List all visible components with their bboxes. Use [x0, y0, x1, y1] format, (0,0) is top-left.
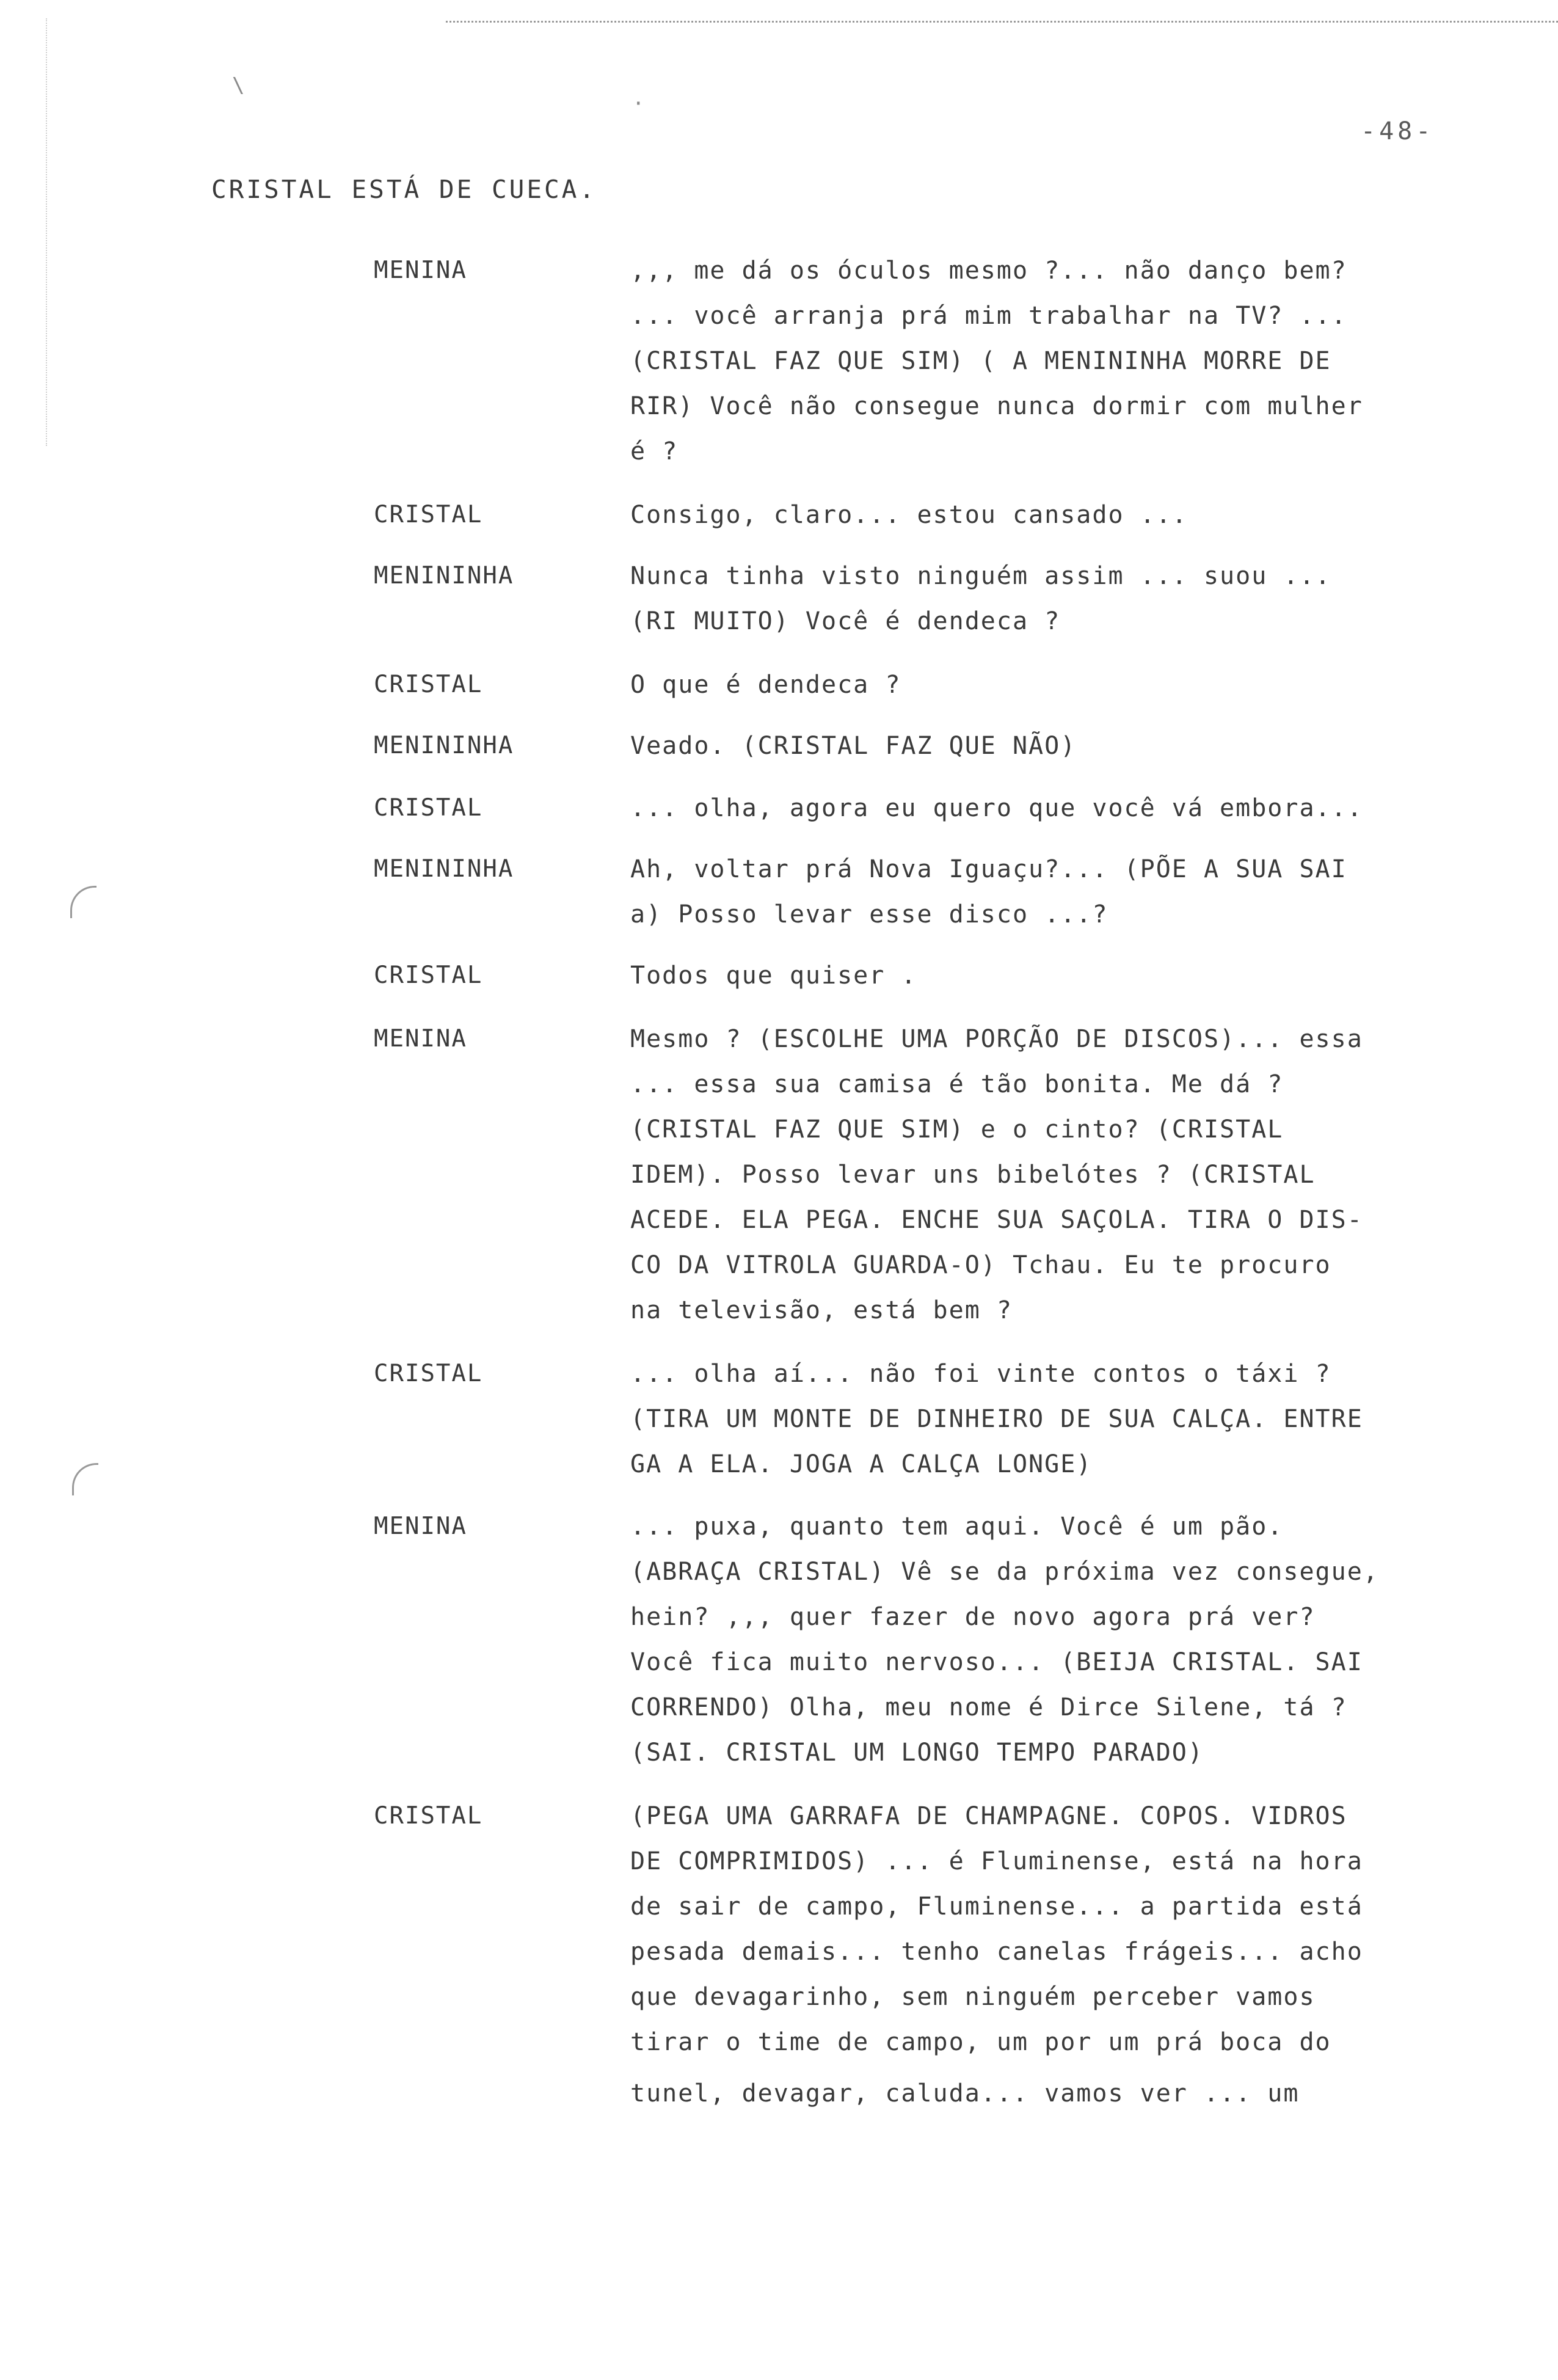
- stray-mark: \: [232, 73, 245, 98]
- dialogue-line: (CRISTAL FAZ QUE SIM) e o cinto? (CRISTAL: [630, 1115, 1284, 1144]
- dialogue-line: Consigo, claro... estou cansado ...: [630, 501, 1188, 529]
- dialogue-line: ,,, me dá os óculos mesmo ?... não danço bem?: [630, 257, 1347, 285]
- dialogue-line: tirar o time de campo, um por um prá boca do: [630, 2028, 1331, 2056]
- speaker-name: CRISTAL: [374, 671, 483, 698]
- dialogue-line: (TIRA UM MONTE DE DINHEIRO DE SUA CALÇA. ENTRE: [630, 1405, 1363, 1433]
- dialogue-line: DE COMPRIMIDOS) ... é Fluminense, está na hora: [630, 1847, 1363, 1875]
- dialogue-line: (RI MUITO) Você é dendeca ?: [630, 607, 1061, 635]
- dialogue-line: CO DA VITROLA GUARDA-O) Tchau. Eu te procuro: [630, 1251, 1331, 1279]
- speaker-name: MENINA: [374, 1513, 467, 1540]
- dialogue-line: ... olha, agora eu quero que você vá embora...: [630, 794, 1363, 822]
- stray-mark: ·: [632, 92, 645, 116]
- dialogue-line: O que é dendeca ?: [630, 671, 901, 699]
- dialogue-line: IDEM). Posso levar uns bibelótes ? (CRISTAL: [630, 1161, 1316, 1189]
- speaker-name: MENINA: [374, 257, 467, 284]
- dialogue-line: (CRISTAL FAZ QUE SIM) ( A MENININHA MORRE DE: [630, 347, 1331, 375]
- dialogue-line: que devagarinho, sem ninguém perceber vamos: [630, 1983, 1316, 2011]
- speaker-name: CRISTAL: [374, 1802, 483, 1830]
- dialogue-line: ... você arranja prá mim trabalhar na TV? ...: [630, 302, 1347, 330]
- speaker-name: MENINA: [374, 1025, 467, 1053]
- dialogue-line: Nunca tinha visto ninguém assim ... suou ...: [630, 562, 1331, 590]
- dialogue-line: Todos que quiser .: [630, 962, 917, 990]
- speaker-name: MENININHA: [374, 732, 514, 759]
- dialogue-line: ... puxa, quanto tem aqui. Você é um pão.: [630, 1513, 1284, 1541]
- speaker-name: CRISTAL: [374, 962, 483, 989]
- dialogue-line: (SAI. CRISTAL UM LONGO TEMPO PARADO): [630, 1739, 1204, 1767]
- speaker-name: MENININHA: [374, 562, 514, 590]
- speaker-name: CRISTAL: [374, 794, 483, 822]
- speaker-name: CRISTAL: [374, 1360, 483, 1387]
- margin-mark: [70, 886, 96, 918]
- dialogue-line: ACEDE. ELA PEGA. ENCHE SUA SAÇOLA. TIRA O DIS-: [630, 1206, 1363, 1234]
- dialogue-line: de sair de campo, Fluminense... a partida está: [630, 1893, 1363, 1921]
- dialogue-line: hein? ,,, quer fazer de novo agora prá ver?: [630, 1603, 1316, 1631]
- dialogue-line: Você fica muito nervoso... (BEIJA CRISTAL. SAI: [630, 1648, 1363, 1676]
- dialogue-line: na televisão, está bem ?: [630, 1296, 1013, 1324]
- dialogue-line: (PEGA UMA GARRAFA DE CHAMPAGNE. COPOS. VIDROS: [630, 1802, 1347, 1830]
- dialogue-line: é ?: [630, 437, 679, 465]
- dialogue-line: ... essa sua camisa é tão bonita. Me dá ?: [630, 1070, 1284, 1098]
- dialogue-line: (ABRAÇA CRISTAL) Vê se da próxima vez consegue,: [630, 1558, 1379, 1586]
- dialogue-line: Ah, voltar prá Nova Iguaçu?... (PÕE A SUA SAI: [630, 855, 1347, 883]
- dialogue-line: tunel, devagar, caluda... vamos ver ... um: [630, 2079, 1300, 2108]
- dialogue-line: CORRENDO) Olha, meu nome é Dirce Silene, tá ?: [630, 1693, 1347, 1721]
- page-number: -48-: [1361, 117, 1435, 145]
- dialogue-line: ... olha aí... não foi vinte contos o táxi ?: [630, 1360, 1331, 1388]
- speaker-name: CRISTAL: [374, 501, 483, 528]
- top-edge-rule: [446, 21, 1558, 23]
- dialogue-line: a) Posso levar esse disco ...?: [630, 900, 1108, 929]
- speaker-name: MENININHA: [374, 855, 514, 883]
- dialogue-line: pesada demais... tenho canelas frágeis... acho: [630, 1938, 1363, 1966]
- stage-direction-header: CRISTAL ESTÁ DE CUECA.: [211, 175, 597, 204]
- left-margin-rule: [46, 18, 47, 446]
- margin-mark: [72, 1463, 98, 1495]
- dialogue-line: Veado. (CRISTAL FAZ QUE NÃO): [630, 732, 1077, 760]
- dialogue-line: Mesmo ? (ESCOLHE UMA PORÇÃO DE DISCOS)... essa: [630, 1025, 1363, 1053]
- dialogue-line: RIR) Você não consegue nunca dormir com mulher: [630, 392, 1363, 420]
- dialogue-line: GA A ELA. JOGA A CALÇA LONGE): [630, 1450, 1093, 1478]
